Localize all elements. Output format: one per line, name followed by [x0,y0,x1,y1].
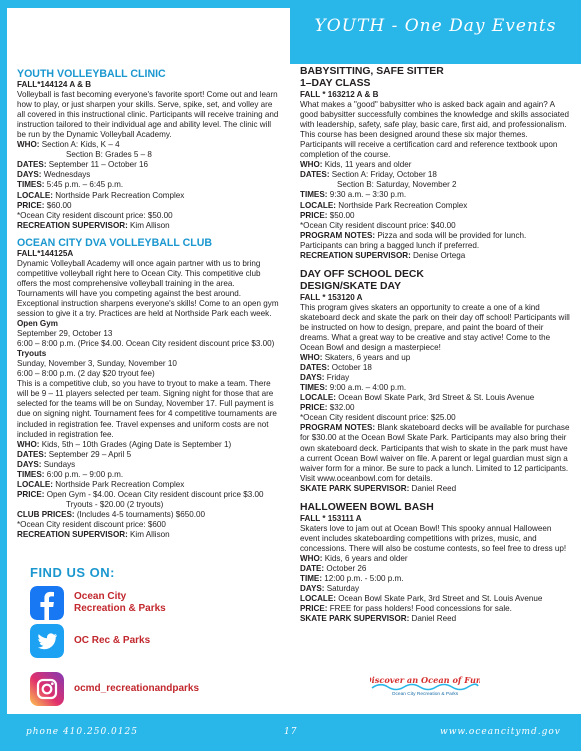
program-title: BABYSITTING, SAFE SITTER [300,66,444,77]
price-label: PRICE: [17,489,45,499]
supervisor-label: SKATE PARK SUPERVISOR: [300,483,410,493]
price-value-tryouts: Tryouts - $20.00 (2 tryouts) [66,499,164,509]
dates-value: September 29 – April 5 [48,449,132,459]
who-label: WHO: [300,353,323,363]
open-gym-time: 6:00 – 8:00 p.m. (Price $4.00. Ocean City resident discount price $3.00) [17,339,275,349]
days-value: Wednesdays [43,170,91,180]
who-value: Skaters, 6 years and up [324,353,411,363]
locale-label: LOCALE: [300,594,336,604]
logo-tagline: Discover an Ocean of Fun! [370,675,480,685]
facebook-icon [30,586,64,620]
supervisor-value: Denise Ortega [413,250,466,260]
locale-value: Northside Park Recreation Complex [338,200,468,210]
program-title: DAY OFF SCHOOL DECK [300,268,424,280]
price-value: $60.00 [46,200,72,210]
dates-label: DATES: [17,449,47,459]
who-value: Kids, 11 years and older [324,160,412,170]
supervisor-label: RECREATION SUPERVISOR: [17,220,128,230]
program-code: FALL * 153111 A [300,513,362,523]
facebook-link[interactable] [30,586,166,620]
who-label: WHO: [17,140,40,150]
right-column [300,66,570,624]
who-value: Section A: Kids, K – 4 [41,140,120,150]
dates-value: September 11 – October 16 [48,160,149,170]
supervisor-value: Kim Allison [130,220,170,230]
program-title: YOUTH VOLLEYBALL CLINIC [17,68,166,80]
discount-price: *Ocean City resident discount price: $40.00 [300,220,456,230]
date-value: October 26 [326,563,367,573]
locale-label: LOCALE: [17,190,53,200]
who-value: Kids, 5th – 10th Grades (Aging Date is September 1) [41,439,232,449]
price-label: PRICE: [17,200,45,210]
dates-value: Section A: Friday, October 18 [331,170,437,180]
dates-value-b: Section B: Saturday, November 2 [337,180,457,190]
price-value: $32.00 [329,403,355,413]
discount-price: *Ocean City resident discount price: $50.00 [17,210,173,220]
dates-label: DATES: [300,170,330,180]
club-prices-label: CLUB PRICES: [17,509,75,519]
program-details: This is a competitive club, so you have to tryout to make a team. There will be 9 – 11 players selected per team. Signing night for those that are selected for the teams will be on Sunday, November 17. Full payment is due on signing night. Tournament fees for 4 competitive tournaments are included in registration fee. Travel expenses and uniform costs are not included in registration fee. [17,379,277,439]
program-description: This program gives skaters an opportunity to create a one of a kind skateboard deck and skate the park on their day off school! Participants will be instructed on how to design, prepare, and paint the board of their dreams. What a great way to be creative and stay active! Come to the Ocean Bowl and design a masterpiece! [300,302,570,353]
supervisor-label: RECREATION SUPERVISOR: [17,530,128,540]
tryouts-time: 6:00 – 8:00 p.m. (2 day $20 tryout fee) [17,369,155,379]
twitter-icon [30,624,64,658]
price-label: PRICE: [300,403,328,413]
times-label: TIMES: [17,180,45,190]
locale-value: Ocean Bowl Skate Park, 3rd Street & St. Louis Avenue [338,393,535,403]
program-notes-value: Pizza and soda will be provided for lunch. Participants can bring a bagged lunch if preferred. [300,230,527,250]
open-gym-dates: September 29, October 13 [17,329,113,339]
program-subtitle: DESIGN/SKATE DAY [300,280,402,292]
time-label: TIME: [300,574,323,584]
page-footer [0,714,581,751]
footer-phone: phone 410.250.0125 [26,727,138,737]
program-code: FALL * 163212 A & B [300,90,379,99]
price-label: PRICE: [300,210,328,220]
times-value: 9:30 a.m. – 3:30 p.m. [329,190,407,200]
days-label: DAYS: [17,170,42,180]
discount-price: *Ocean City resident discount price: $25.00 [300,413,456,423]
who-label: WHO: [300,160,323,170]
times-label: TIMES: [300,190,328,200]
program-code: FALL*144125A [17,248,74,258]
tryouts-heading: Tryouts [17,349,47,359]
who-label: WHO: [300,553,323,563]
days-label: DAYS: [17,459,42,469]
program-description: Dynamic Volleyball Academy will once again partner with us to bring competitive volleyball right here to Ocean City. This competitive club offers the most comprehensive volleyball training in the area. Tournaments will have you competing against the best around. Exceptional instruction sharpens everyone's skills! Come to an open gym session to give it a try. Practices are held at Northside Park each week. [17,258,279,318]
days-value: Sundays [43,459,76,469]
locale-value: Northside Park Recreation Complex [55,190,185,200]
locale-value: Northside Park Recreation Complex [55,479,185,489]
days-value: Friday [326,373,350,383]
supervisor-value: Kim Allison [130,530,170,540]
days-label: DAYS: [300,373,325,383]
find-us-heading: FIND US ON: [30,565,115,580]
program-notes-label: PROGRAM NOTES: [300,230,376,240]
banner-title: YOUTH - One Day Events [314,16,557,36]
facebook-handle: Ocean City Recreation & Parks [74,591,166,614]
days-value: Saturday [326,584,360,594]
locale-label: LOCALE: [300,393,336,403]
price-value: FREE for pass holders! Food concessions for sale. [329,604,512,614]
who-value-b: Section B: Grades 5 – 8 [66,150,152,160]
times-value: 6:00 p.m. – 9:00 p.m. [46,469,124,479]
who-label: WHO: [17,439,40,449]
time-value: 12:00 p.m. - 5:00 p.m. [324,574,404,584]
logo-org: Ocean City Recreation & Parks [391,692,459,697]
times-value: 5:45 p.m. – 6:45 p.m. [46,180,124,190]
price-label: PRICE: [300,604,328,614]
logo-wave-icon [370,672,480,698]
instagram-icon [30,672,64,706]
program-title: OCEAN CITY DVA VOLLEYBALL CLUB [17,236,213,249]
tryouts-dates: Sunday, November 3, Sunday, November 10 [17,359,177,369]
dates-label: DATES: [300,363,330,373]
times-value: 9:00 a.m. – 4:00 p.m. [329,383,407,393]
instagram-handle: ocmd_recreationandparks [74,683,200,694]
twitter-handle: OC Rec & Parks [74,635,151,646]
times-label: TIMES: [17,469,45,479]
supervisor-label: SKATE PARK SUPERVISOR: [300,614,410,624]
locale-label: LOCALE: [17,479,53,489]
who-value: Kids, 6 years and older [324,553,408,563]
locale-value: Ocean Bowl Skate Park, 3rd Street and St. Louis Avenue [338,594,543,604]
locale-label: LOCALE: [300,200,336,210]
supervisor-label: RECREATION SUPERVISOR: [300,250,411,260]
program-description: What makes a "good" babysitter who is asked back again and again? A good babysitter successfully combines the knowledge and skills associated with leadership, safety, safe play, basic care, first aid, and professionalism. This course has been designed around these six major themes. Participants will receive a certification card and reference textbook upon completion of the course. [300,100,570,160]
program-code: FALL * 153120 A [300,292,363,302]
left-accent-rail [0,0,7,751]
ocean-of-fun-logo [370,672,480,698]
section-banner [290,0,581,64]
supervisor-value: Daniel Reed [411,483,457,493]
program-description: Skaters love to jam out at Ocean Bowl! This spooky annual Halloween event includes skateboarding competitions with prizes, music, and concessions. There will also be costume contests, so feel free to dress up! [300,523,567,553]
dates-value: October 18 [331,363,372,373]
program-subtitle: 1–DAY CLASS [300,78,371,89]
discount-price: *Ocean City resident discount price: $600 [17,519,166,529]
price-value: Open Gym - $4.00. Ocean City resident discount price $3.00 [46,489,264,499]
supervisor-value: Daniel Reed [411,614,457,624]
times-label: TIMES: [300,383,328,393]
dates-label: DATES: [17,160,47,170]
program-code: FALL*144124 A & B [17,80,92,89]
days-label: DAYS: [300,584,325,594]
top-accent-strip [7,0,290,8]
date-label: DATE: [300,563,325,573]
instagram-link[interactable] [30,672,199,706]
left-column [17,68,279,540]
open-gym-heading: Open Gym [17,319,58,329]
program-notes-value: Blank skateboard decks will be available for purchase for $30.00 at the Ocean Bowl Skate Park. Participants may also bring their own skateboard deck. Participants that wish to skate in the park must have a current Ocean Bowl waiver on file. A parent or legal guardian must sign a waiver form for a minor. Be sure to pack a lunch. Limited to 12 participants. Visit www.oceanbowl.com for details. [300,423,570,483]
twitter-link[interactable] [30,624,150,658]
program-title: HALLOWEEN BOWL BASH [300,501,434,513]
page-number: 17 [284,727,298,737]
club-prices-value: (Includes 4-5 tournaments) $650.00 [76,509,206,519]
program-notes-label: PROGRAM NOTES: [300,423,376,433]
program-description: Volleyball is fast becoming everyone's favorite sport! Come out and learn how to play, or just sharpen your skills. Serve, spike, set, and volley are all covered in this instructional clinic. Participants will receive training and instruction tailored to their individual age and ability level. The clinic will be run by the Dynamic Volleyball Academy. [17,90,279,140]
footer-url[interactable]: www.oceancitymd.gov [440,727,561,737]
price-value: $50.00 [329,210,355,220]
